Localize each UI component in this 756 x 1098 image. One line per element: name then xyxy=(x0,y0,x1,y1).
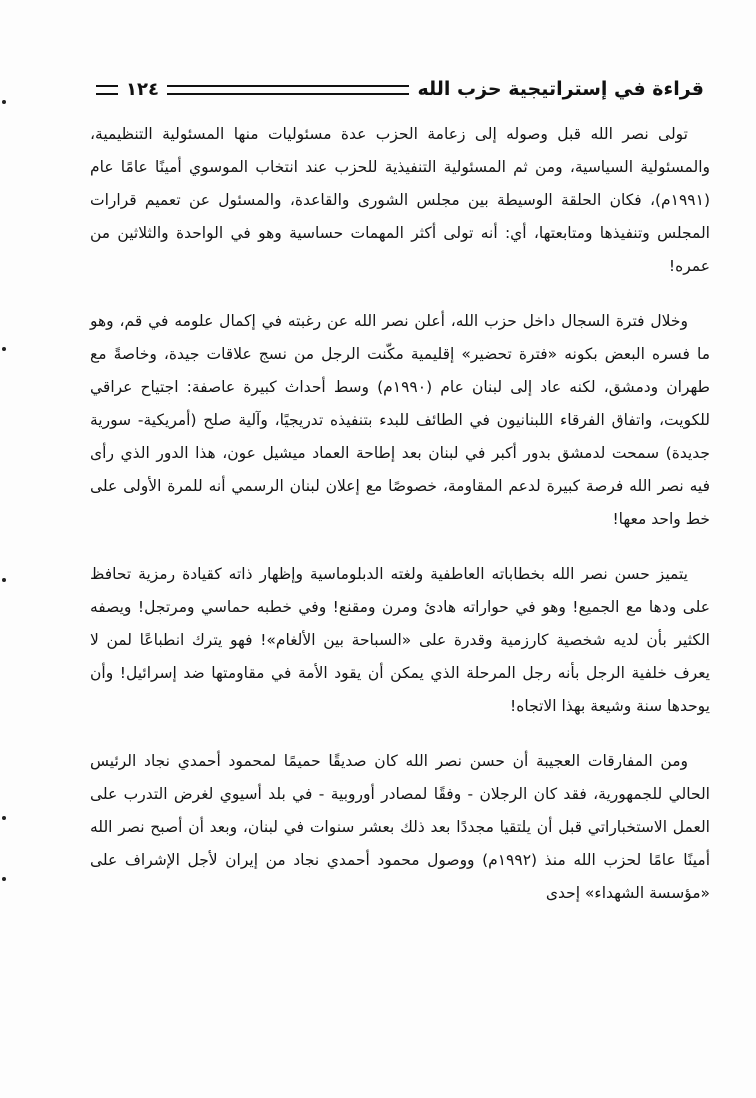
body-text xyxy=(90,118,710,910)
header-title: قراءة في إستراتيجية حزب الله xyxy=(417,78,704,100)
paragraph: ومن المفارقات العجيبة أن حسن نصر الله كان صديقًا حميمًا لمحمود أحمدي نجاد الرئيس الحالي للجمهورية، فقد كان الرجلان - وفقًا لمصادر أوروبية - في بلد أسيوي لغرض التدرب على العمل الاستخباراتي قبل أن يلتقيا مجددًا بعد ذلك بعشر سنوات في لبنان، وبعد أن أصبح نصر الله أمينًا عامًا لحزب الله منذ (١٩٩٢م) ووصول محمود أحمدي نجاد من إيران لأجل الإشراف على «مؤسسة الشهداء» إحدى xyxy=(90,752,710,902)
margin-mark xyxy=(2,347,6,351)
running-header xyxy=(96,72,704,106)
margin-mark xyxy=(2,100,6,104)
margin-mark xyxy=(2,816,6,820)
paragraph: يتميز حسن نصر الله بخطاباته العاطفية ولغته الدبلوماسية وإظهار ذاته كقيادة رمزية تحافظ على ودها مع الجميع! وهو في حواراته هادئ ومرن ومقنع! وفي خطبه حماسي ومرتجل! ويصفه الكثير بأن لديه شخصية كارزمية وقدرة على «السباحة بين الألغام»! فهو يترك انطباعًا لمن لا يعرف خلفية الرجل بأنه رجل المرحلة الذي يمكن أن يقود الأمة في مقاومتها ضد إسرائيل! وأن يوحدها سنة وشيعة بهذا الاتجاه! xyxy=(90,565,710,715)
header-rule xyxy=(167,85,410,95)
paragraph: وخلال فترة السجال داخل حزب الله، أعلن نصر الله عن رغبته في إكمال علومه في قم، وهو ما فسره البعض بكونه «فترة تحضير» إقليمية مكّنت الرجل من نسج علاقات جيدة، وخاصةً مع طهران ودمشق، لكنه عاد إلى لبنان عام (١٩٩٠م) وسط أحداث كبيرة عاصفة: اجتياح عراقي للكويت، واتفاق الفرقاء اللبنانيون في الطائف للبدء بتنفيذه تدريجيًا، وآلية صلح (أمريكية- سورية جديدة) سمحت لدمشق بدور أكبر في لبنان بعد إطاحة العماد ميشيل عون، هذا الدور الذي رأى فيه نصر الله فرصة كبيرة لدعم المقاومة، خصوصًا مع إعلان لبنان الرسمي أنه للمرة الأولى على خط واحد معها! xyxy=(90,312,710,528)
margin-mark xyxy=(2,877,6,881)
paragraph: تولى نصر الله قبل وصوله إلى زعامة الحزب عدة مسئوليات منها المسئولية التنظيمية، والمسئولية السياسية، ومن ثم المسئولية التنفيذية للحزب عند انتخاب الموسوي أمينًا عامًا عام (١٩٩١م)، فكان الحلقة الوسيطة بين مجلس الشورى والقاعدة، والمسئول عن تعميم قرارات المجلس وتنفيذها ومتابعتها، أي: أنه تولى أكثر المهمات حساسية وهو في الواحدة والثلاثين من عمره! xyxy=(90,125,710,275)
header-ornament xyxy=(96,85,118,95)
margin-mark xyxy=(2,578,6,582)
page-number: ١٢٤ xyxy=(126,78,159,100)
